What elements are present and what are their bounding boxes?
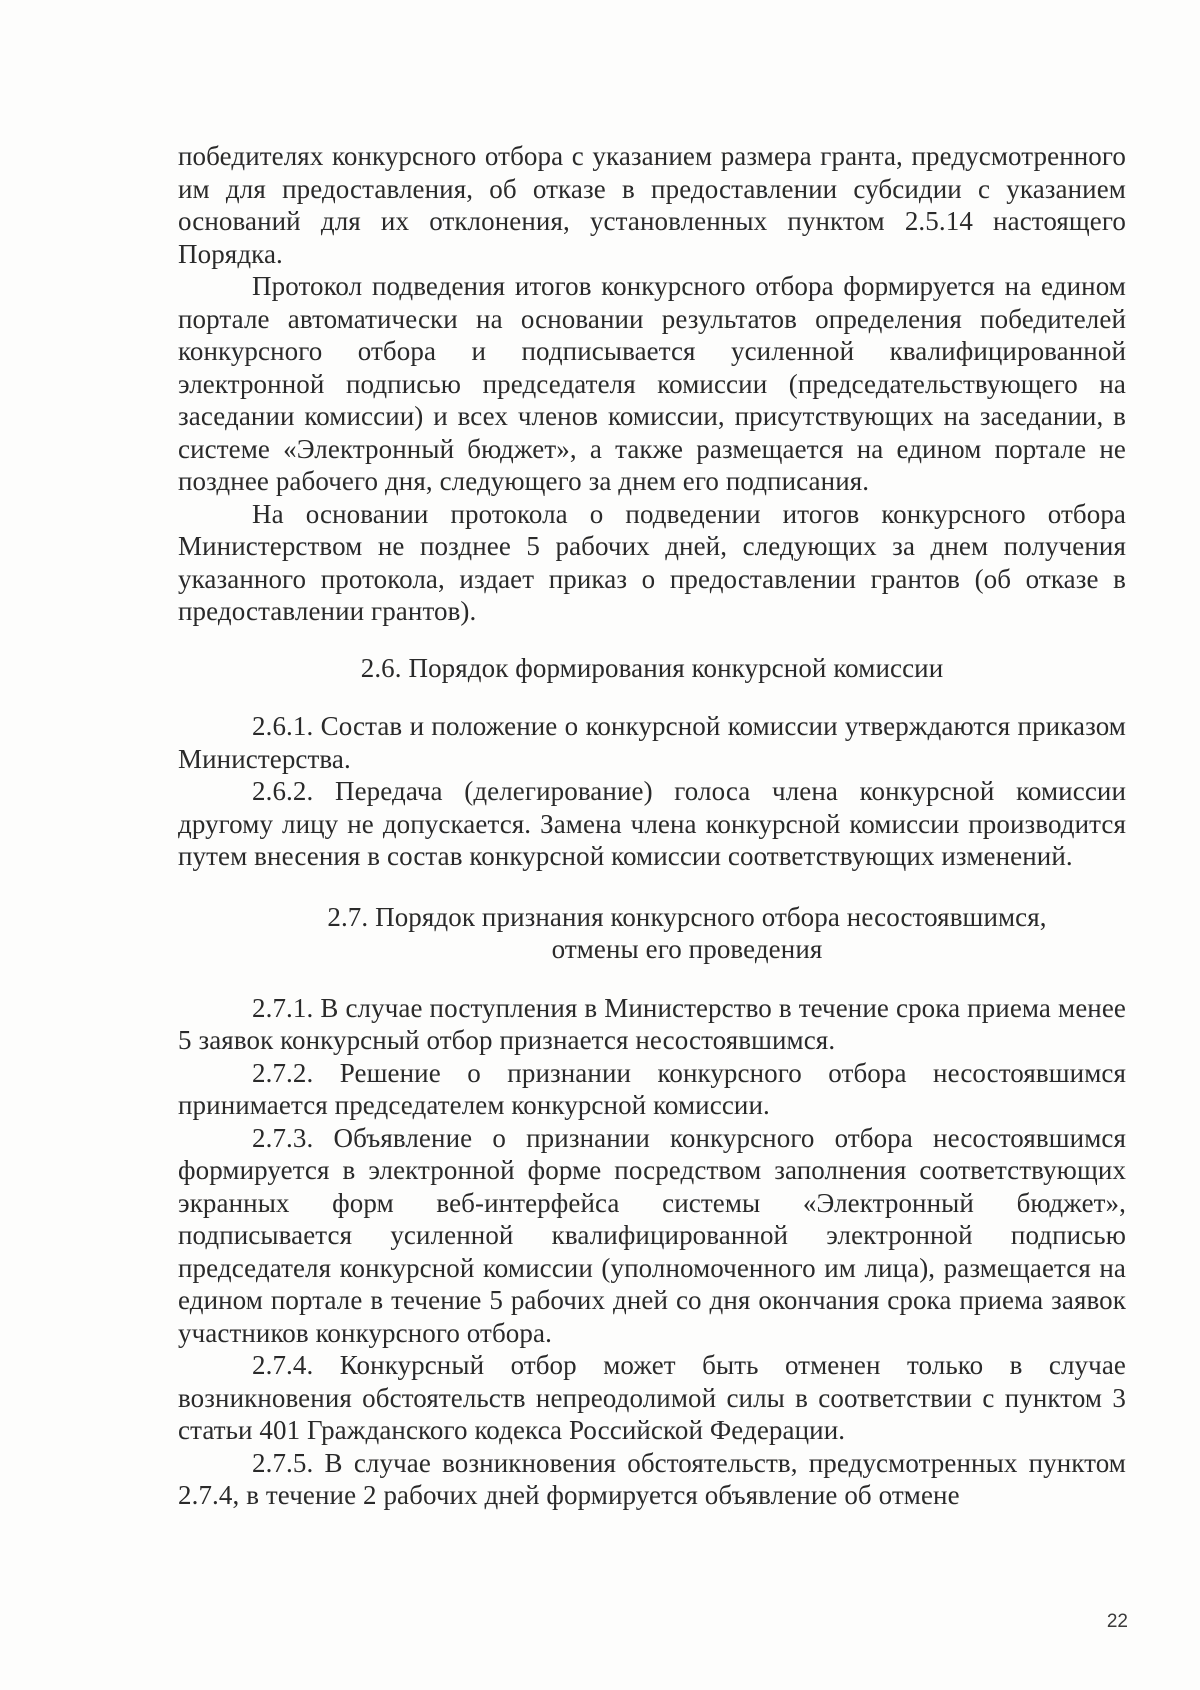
body-paragraph: 2.6.1. Состав и положение о конкурсной комиссии утверждаются приказом Министерства. (178, 711, 1126, 774)
section-heading-line: 2.7. Порядок признания конкурсного отбора несостоявшимся, (327, 901, 1047, 932)
body-paragraph: победителях конкурсного отбора с указанием размера гранта, предусмотренного им для предоставления, об отказе в предоставлении субсидии с указанием оснований для их отклонения, установленных пунктом 2.5.14 настоящего Порядка. (178, 141, 1126, 269)
page-number: 22 (1106, 1611, 1128, 1632)
section-heading-line: отмены его проведения (551, 934, 823, 964)
body-paragraph: На основании протокола о подведении итогов конкурсного отбора Министерством не позднее 5 рабочих дней, следующих за днем получения указанного протокола, издает приказ о предоставлении грантов (об отказе в предоставлении грантов). (178, 498, 1126, 626)
section-heading (178, 901, 1126, 966)
body-paragraph: 2.7.4. Конкурсный отбор может быть отменен только в случае возникновения обстоятельств непреодолимой силы в соответствии с пунктом 3 статьи 401 Гражданского кодекса Российской Федерации. (178, 1350, 1126, 1445)
body-paragraph: 2.7.1. В случае поступления в Министерство в течение срока приема менее 5 заявок конкурсный отбор признается несостоявшимся. (178, 992, 1126, 1055)
body-paragraph: 2.7.5. В случае возникновения обстоятельств, предусмотренных пунктом 2.7.4, в течение 2 рабочих дней формируется объявление об отмене (178, 1447, 1126, 1510)
body-paragraph: 2.6.2. Передача (делегирование) голоса члена конкурсной комиссии другому лицу не допускается. Замена члена конкурсной комиссии производится путем внесения в состав конкурсной комиссии соответствующих изменений. (178, 776, 1126, 871)
body-paragraph: Протокол подведения итогов конкурсного отбора формируется на едином портале автоматически на основании результатов определения победителей конкурсного отбора и подписывается усиленной квалифицированной электронной подписью председателя комиссии (председательствующего на заседании комиссии) и всех членов комиссии, присутствующих на заседании, в системе «Электронный бюджет», а также размещается на едином портале не позднее рабочего дня, следующего за днем его подписания. (178, 271, 1126, 496)
page-body (178, 140, 1126, 1512)
body-paragraph: 2.7.3. Объявление о признании конкурсного отбора несостоявшимся формируется в электронной форме посредством заполнения соответствующих экранных форм веб-интерфейса системы «Электронный бюджет», подписывается усиленной квалифицированной электронной подписью председателя конкурсной комиссии (уполномоченного им лица), размещается на едином портале в течение 5 рабочих дней со дня окончания срока приема заявок участников конкурсного отбора. (178, 1122, 1126, 1348)
section-heading: 2.6. Порядок формирования конкурсной комиссии (360, 652, 944, 683)
body-paragraph: 2.7.2. Решение о признании конкурсного отбора несостоявшимся принимается председателем конкурсной комиссии. (178, 1057, 1126, 1120)
